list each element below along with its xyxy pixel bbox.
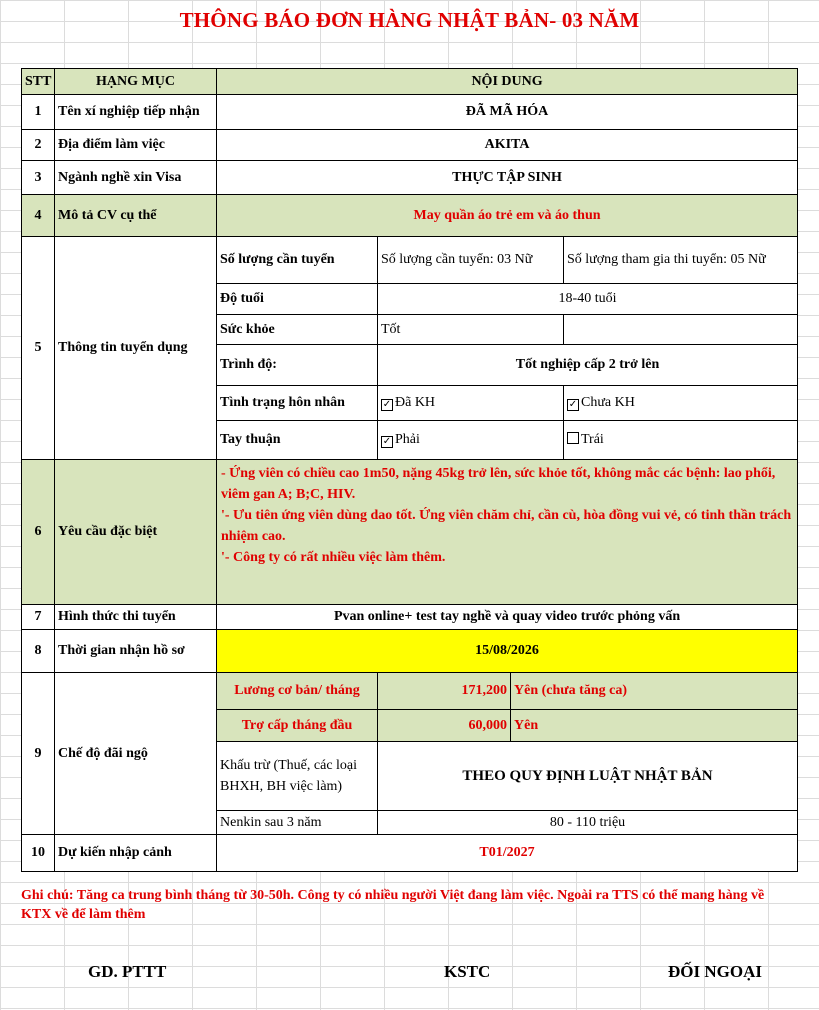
header-content: NỘI DUNG	[217, 69, 798, 95]
special-requirements	[217, 460, 798, 605]
row-label: Thời gian nhận hồ sơ	[55, 630, 217, 673]
hand-label: Tay thuận	[217, 421, 378, 460]
row-3	[22, 161, 798, 195]
row-label: Yêu cầu đặc biệt	[55, 460, 217, 605]
hand-option-1	[378, 421, 564, 460]
health-empty	[564, 315, 798, 345]
health-label: Sức khỏe	[217, 315, 378, 345]
signature-right: ĐỐI NGOẠI	[668, 962, 762, 981]
requirement-line: '- Ưu tiên ứng viên dùng dao tốt. Ứng viên chăm chỉ, cần cù, hòa đồng vui vẻ, có tinh thần trách nhiệm cao.	[221, 508, 792, 544]
requirement-line: - Ứng viên có chiều cao 1m50, nặng 45kg trở lên, sức khỏe tốt, không mắc các bệnh: lao phổi, viêm gan A; B;C, HIV.	[221, 466, 776, 502]
option-label: Trái	[581, 432, 604, 447]
row-label: Mô tả CV cụ thể	[55, 195, 217, 237]
exam-format: Pvan online+ test tay nghề và quay video trước phỏng vấn	[217, 605, 798, 630]
row-label: Thông tin tuyển dụng	[55, 237, 217, 460]
page-title: THÔNG BÁO ĐƠN HÀNG NHẬT BẢN- 03 NĂM	[179, 8, 640, 32]
signature-left: GD. PTTT	[88, 962, 167, 981]
hand-option-2	[564, 421, 798, 460]
age-label: Độ tuổi	[217, 284, 378, 315]
checkbox-checked-icon: ✓	[568, 399, 578, 410]
salary-label: Lương cơ bản/ tháng	[217, 673, 378, 710]
education-value: Tốt nghiệp cấp 2 trở lên	[378, 345, 798, 386]
header-stt: STT	[22, 69, 55, 95]
row-label: Ngành nghề xin Visa	[55, 161, 217, 195]
requirement-line: '- Công ty có rất nhiều việc làm thêm.	[221, 550, 446, 565]
row-7	[22, 605, 798, 630]
row-number: 3	[22, 161, 55, 195]
deduction-value: THEO QUY ĐỊNH LUẬT NHẬT BẢN	[378, 742, 798, 811]
salary-value: 171,200	[378, 673, 511, 710]
entry-date: T01/2027	[217, 835, 798, 872]
row-label: Hình thức thi tuyển	[55, 605, 217, 630]
age-value: 18-40 tuổi	[378, 284, 798, 315]
marital-option-1	[378, 386, 564, 421]
allowance-value: 60,000	[378, 710, 511, 742]
company-name: ĐÃ MÃ HÓA	[217, 95, 798, 130]
salary-unit: Yên (chưa tăng ca)	[511, 673, 798, 710]
education-label: Trình độ:	[217, 345, 378, 386]
application-deadline: 15/08/2026	[217, 630, 798, 673]
row-number: 1	[22, 95, 55, 130]
row-number: 6	[22, 460, 55, 605]
job-description: May quần áo trẻ em và áo thun	[217, 195, 798, 237]
row-label: Tên xí nghiệp tiếp nhận	[55, 95, 217, 130]
quantity-exam: Số lượng tham gia thi tuyển: 05 Nữ	[564, 237, 798, 284]
allowance-unit: Yên	[511, 710, 798, 742]
footer-note: Ghi chú: Tăng ca trung bình tháng từ 30-50h. Công ty có nhiều người Việt đang làm việc. Ngoài ra TTS có thể mang hàng về KTX về để làm thêm	[21, 888, 765, 922]
order-table	[21, 68, 798, 872]
row-label: Chế độ đãi ngộ	[55, 673, 217, 835]
visa-type: THỰC TẬP SINH	[217, 161, 798, 195]
nenkin-label: Nenkin sau 3 năm	[217, 811, 378, 835]
row-10	[22, 835, 798, 872]
option-label: Phải	[395, 432, 420, 447]
table-header	[22, 69, 798, 95]
row-1	[22, 95, 798, 130]
marital-option-2	[564, 386, 798, 421]
row-number: 4	[22, 195, 55, 237]
deduction-label: Khấu trừ (Thuế, các loại BHXH, BH việc làm)	[217, 742, 378, 811]
marital-label: Tình trạng hôn nhân	[217, 386, 378, 421]
row-number: 8	[22, 630, 55, 673]
row-number: 7	[22, 605, 55, 630]
allowance-label: Trợ cấp tháng đầu	[217, 710, 378, 742]
row-9-salary	[22, 673, 798, 710]
health-value: Tốt	[378, 315, 564, 345]
row-number: 10	[22, 835, 55, 872]
checkbox-checked-icon: ✓	[382, 436, 392, 447]
row-number: 5	[22, 237, 55, 460]
checkbox-empty-icon	[567, 432, 579, 444]
row-2	[22, 130, 798, 161]
checkbox-checked-icon: ✓	[382, 399, 392, 410]
row-label: Địa điểm làm việc	[55, 130, 217, 161]
row-label: Dự kiến nhập cảnh	[55, 835, 217, 872]
quantity-value: Số lượng cần tuyển: 03 Nữ	[378, 237, 564, 284]
option-label: Đã KH	[395, 395, 436, 410]
row-5-quantity	[22, 237, 798, 284]
row-number: 2	[22, 130, 55, 161]
signature-middle: KSTC	[444, 962, 491, 981]
row-6	[22, 460, 798, 605]
row-4	[22, 195, 798, 237]
nenkin-value: 80 - 110 triệu	[378, 811, 798, 835]
row-number: 9	[22, 673, 55, 835]
header-category: HẠNG MỤC	[55, 69, 217, 95]
row-8	[22, 630, 798, 673]
option-label: Chưa KH	[581, 395, 635, 410]
work-location: AKITA	[217, 130, 798, 161]
quantity-label: Số lượng cần tuyển	[217, 237, 378, 284]
